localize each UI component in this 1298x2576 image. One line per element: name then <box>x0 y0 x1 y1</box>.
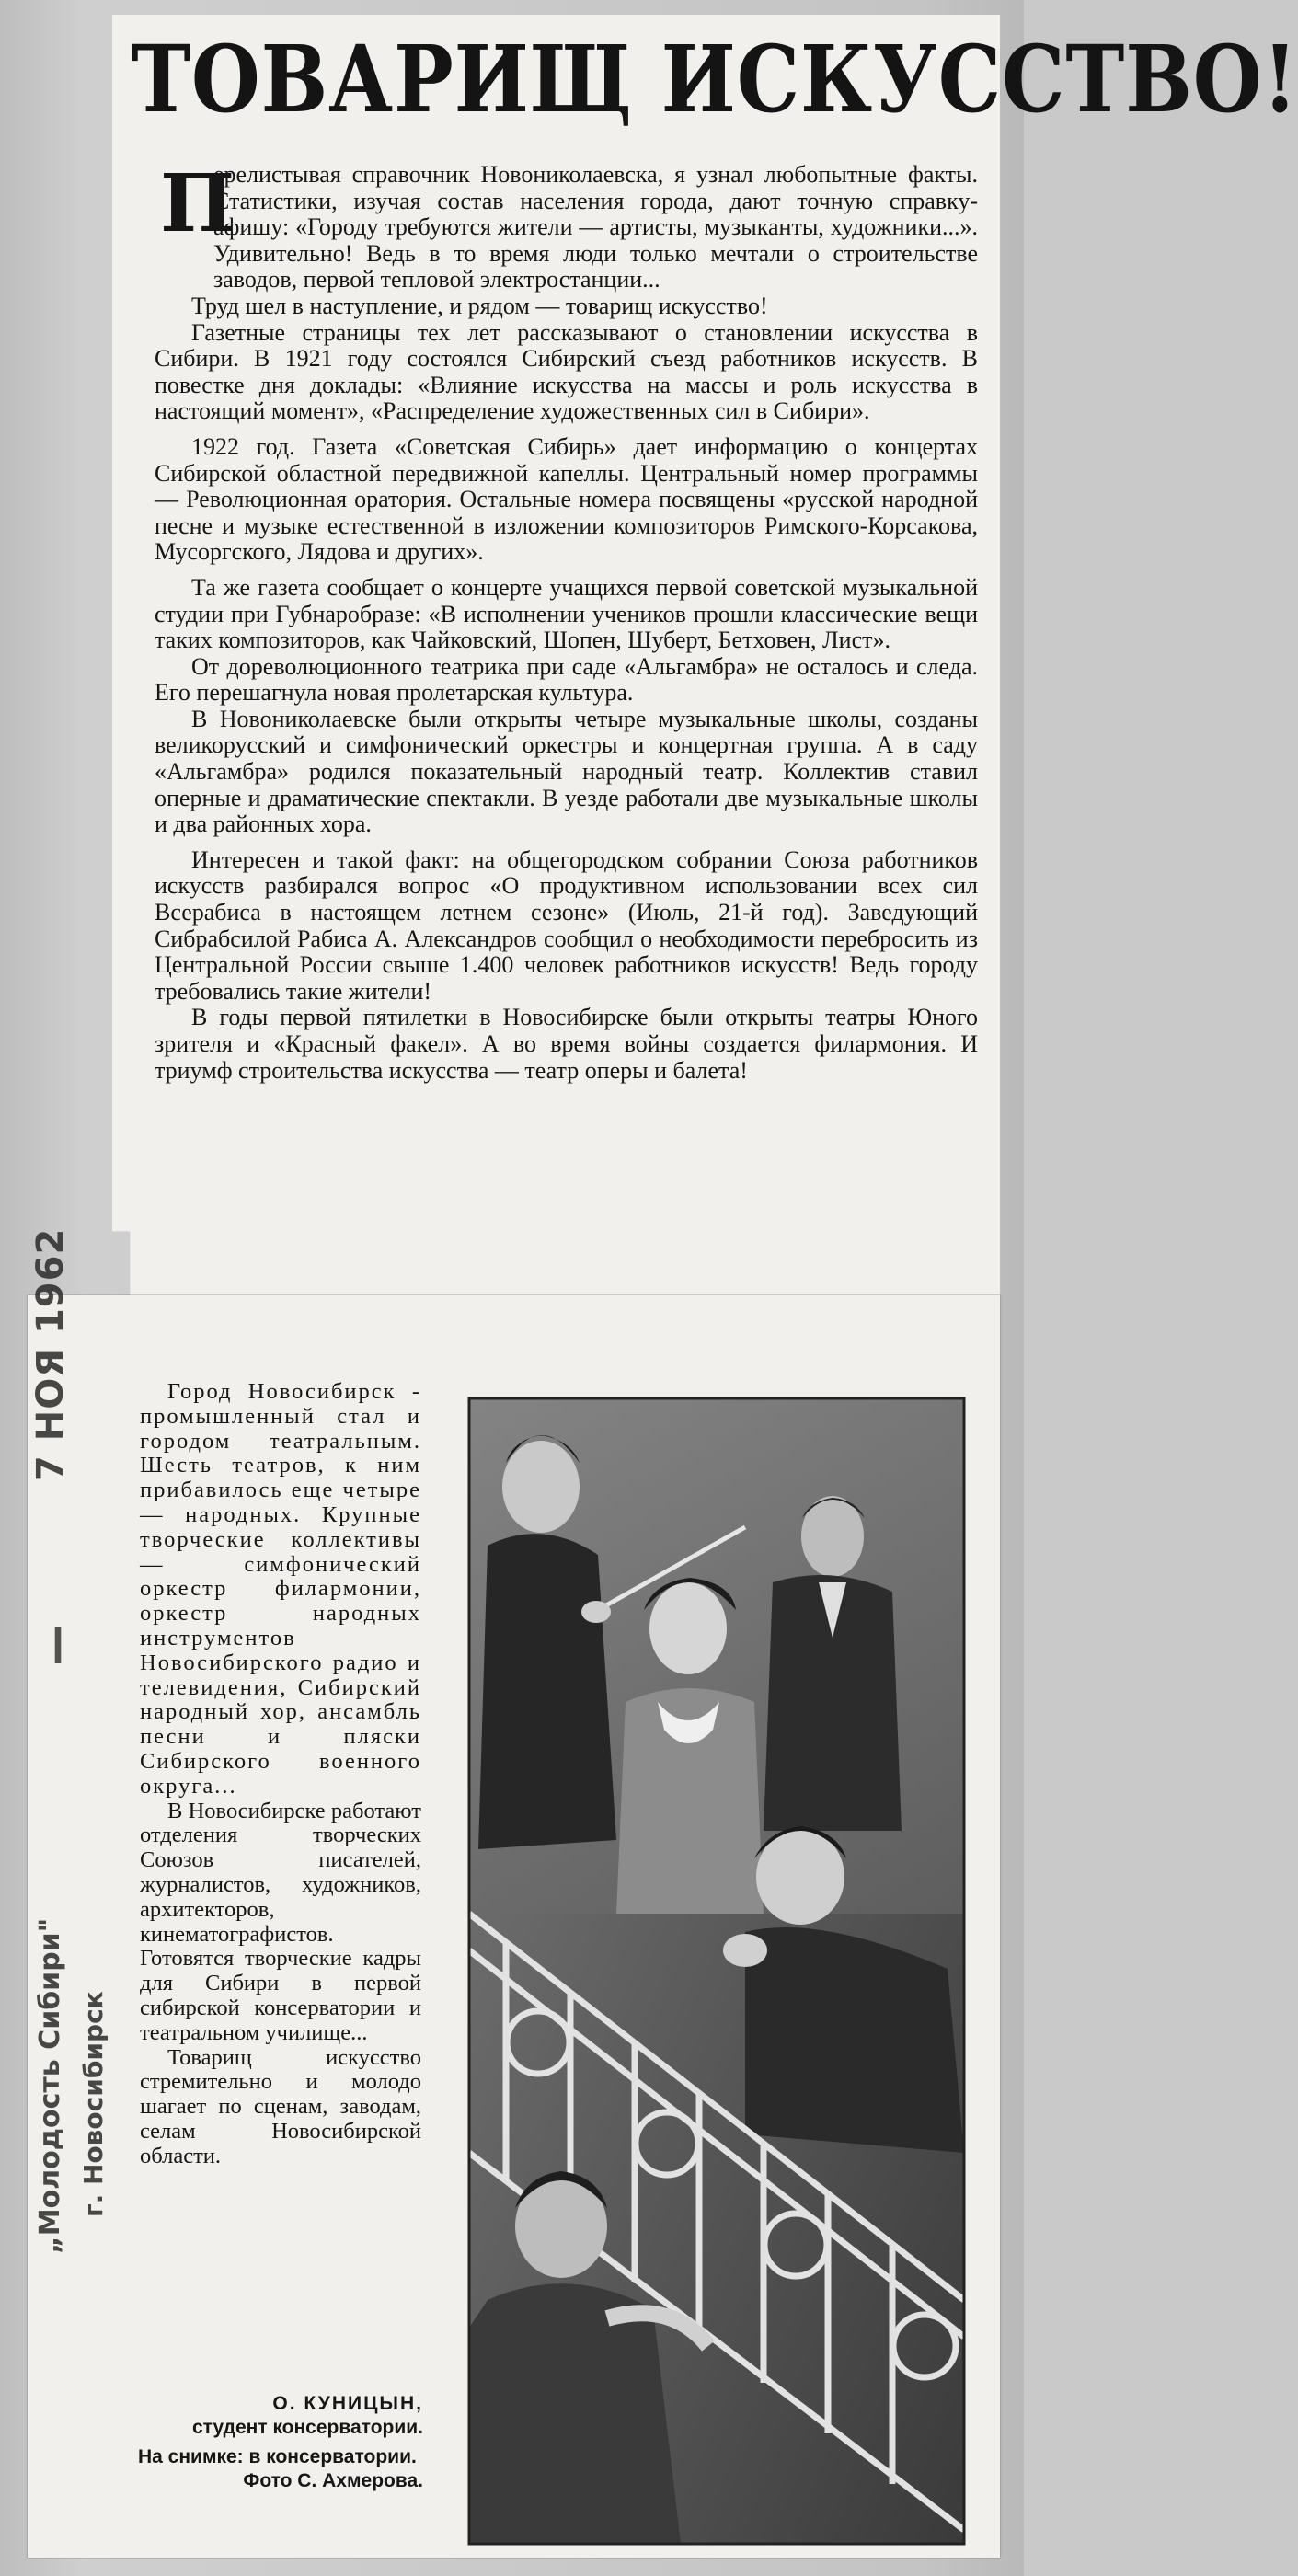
lead-paragraph <box>155 157 978 293</box>
paragraph-7: Интересен и такой факт: на общегородском собрании Союза работников искусств разбирался вопрос «О продуктивном использовании всех сил Всерабиса в настоящем летнем сезоне» (Июль, 21-й год). Заведующий Сибрабсилой Рабиса А. Александров сообщил о необходимости перебросить из Центральной России свыше 1.400 человек работников искусств! Ведь городу требовались такие жители! <box>155 845 978 1005</box>
city-stamp: г. Новосибирск <box>78 1991 109 2217</box>
article-left-column <box>140 1380 421 2169</box>
paragraph-2: Газетные страницы тех лет рассказывают о становлении искусства в Сибири. В 1921 году состоялся Сибирский съезд работников искусств. В повестке дня доклады: «Влияние искусства на массы и роль искусства в настоящий момент», «Распределение художественных сил в Сибири». <box>155 318 978 425</box>
paragraph-6: В Новониколаевске были открыты четыре музыкальные школы, созданы великорусский и симфонический оркестры и концертная группа. А в саду «Альгамбра» родился показательный народный театр. Коллектив ставил оперные и драматические спектакли. В уезде работали две музыкальные школы и два районных хора. <box>155 705 978 838</box>
article-headline: ТОВАРИЩ ИСКУССТВО! <box>132 25 1298 133</box>
author-name: О. КУНИЦЫН, <box>272 2393 423 2414</box>
author-role: студент консерватории. <box>191 2417 423 2438</box>
paragraph-1: Труд шел в наступление, и рядом — товарищ искусство! <box>191 292 768 319</box>
source-stamp: „Молодость Сибири" <box>34 1917 66 2254</box>
left-paragraph-1: Город Новосибирск - промышленный стал и городом театральным. Шесть театров, к ним прибавилось еще четыре — народных. Крупные творческие коллективы — симфонический оркестр филармонии, оркестр народных инструментов Новосибирского радио и телевидения, Сибирский народный хор, ансамбль песни и пляски Сибирского военного округа... <box>140 1379 421 1799</box>
conservatory-photo <box>469 1398 964 2544</box>
drop-cap: П <box>160 157 235 250</box>
photo-caption: На снимке: в консерватории. <box>138 2446 417 2467</box>
byline-block <box>138 2392 423 2493</box>
paragraph-5: От дореволюционного театрика при саде «Альгамбра» не осталось и следа. Его перешагнула новая пролетарская культура. <box>155 652 978 707</box>
paragraph-3: 1922 год. Газета «Советская Сибирь» дает информацию о концертах Сибирской областной передвижной капеллы. Центральный номер программы — Революционная оратория. Остальные номера посвящены «русской народной песне и музыке естественной в изложении композиторов Римского-Корсакова, Мусоргского, Лядова и других». <box>155 432 978 566</box>
photo-illustration <box>469 1398 964 2544</box>
article-main-column <box>155 157 978 1084</box>
date-stamp: 7 НОЯ 1962 <box>29 1227 72 1481</box>
photo-credit: Фото С. Ахмерова. <box>243 2470 423 2491</box>
paragraph-8: В годы первой пятилетки в Новосибирске были открыты театры Юного зрителя и «Красный факел». А во время войны создается филармония. И триумф строительства искусства — театр оперы и балета! <box>155 1004 978 1084</box>
paragraph-4: Та же газета сообщает о концерте учащихся первой советской музыкальной студии при Губнаробразе: «В исполнении учеников прошли классические вещи таких композиторов, как Чайковский, Шопен, Шуберт, Бетховен, Лист». <box>155 573 978 654</box>
lead-paragraph-text: ерелистывая справочник Новониколаевска, я узнал любопытные факты. Статистики, изучая состав населения города, дают точную справку-афишу: «Городу требуются жители — артисты, музыканты, художники...». Удивительно! Ведь в то время люди только мечтали о строительстве заводов, первой тепловой электростанции... <box>213 161 978 293</box>
left-paragraph-3: Товарищ искусство стремительно и молодо шагает по сценам, заводам, селам Новосибирской области. <box>140 2044 421 2168</box>
left-paragraph-2: В Новосибирске работают отделения творческих Союзов писателей, журналистов, художников, архитекторов, кинематографистов. Готовятся творческие кадры для Сибири в первой сибирской консерватории и театральном училище... <box>140 1798 421 2045</box>
